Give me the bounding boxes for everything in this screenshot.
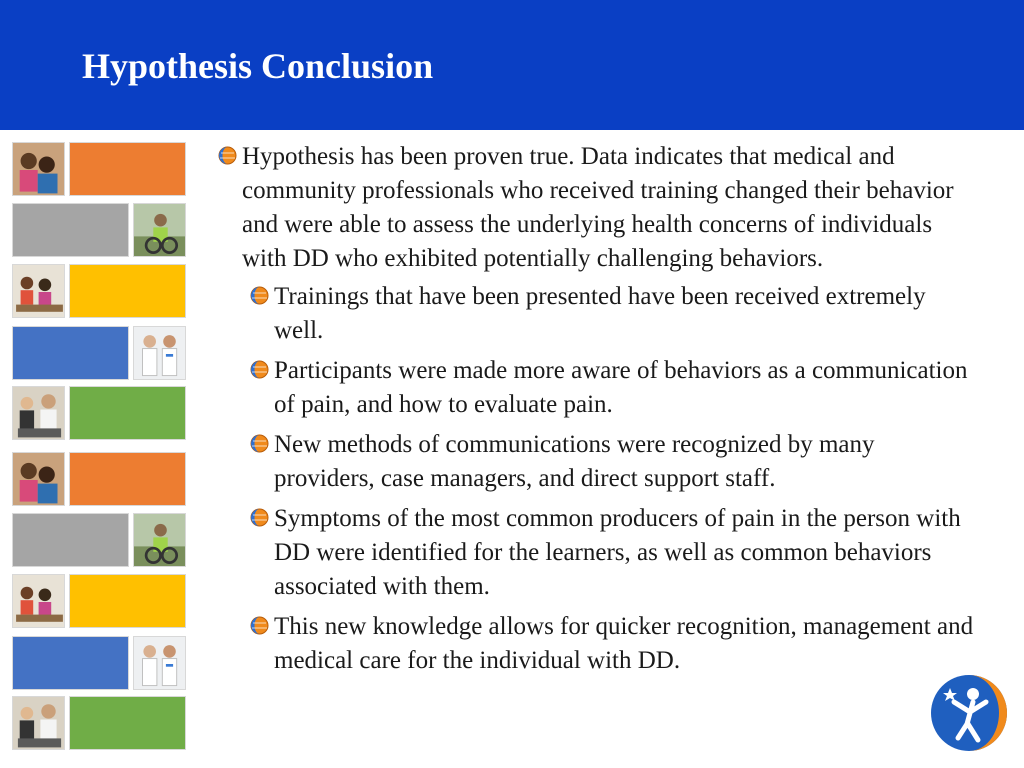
photo-outdoor-wheelchair-icon: [133, 513, 186, 567]
color-tile-green: [69, 696, 186, 750]
color-tile-blue: [12, 636, 129, 690]
bullet-item: [218, 140, 978, 276]
sub-bullet-item: [250, 502, 978, 604]
color-tile-green: [69, 386, 186, 440]
slide-title: Hypothesis Conclusion: [82, 46, 434, 86]
photo-outdoor-wheelchair-icon: [133, 203, 186, 257]
photo-medical-staff-icon: [133, 326, 186, 380]
photo-women-icon: [12, 142, 65, 196]
globe-bullet-icon: [250, 434, 269, 453]
bullet-text: New methods of communications were recognized by many providers, case managers, and direct support staff.: [274, 431, 875, 492]
bullet-text: Hypothesis has been proven true. Data indicates that medical and community professionals who received training changed their behavior and were able to assess the underlying health concerns of individuals with DD who exhibited potentially challenging behaviors.: [242, 143, 954, 272]
bullet-text: Participants were made more aware of behaviors as a communication of pain, and how to evaluate pain.: [274, 357, 968, 418]
slide-body: [218, 140, 978, 684]
globe-bullet-icon: [250, 616, 269, 635]
bullet-text: This new knowledge allows for quicker recognition, management and medical care for the individual with DD.: [274, 613, 974, 674]
bullet-text: Trainings that have been presented have been received extremely well.: [274, 283, 926, 344]
photo-children-icon: [12, 264, 65, 318]
color-tile-yellow: [69, 574, 186, 628]
color-tile-orange: [69, 452, 186, 506]
color-tile-blue: [12, 326, 129, 380]
color-tile-orange: [69, 142, 186, 196]
title-bar: [0, 0, 1024, 130]
color-tile-gray: [12, 513, 129, 567]
photo-women-icon: [12, 452, 65, 506]
color-tile-yellow: [69, 264, 186, 318]
globe-bullet-icon: [250, 508, 269, 527]
photo-family-icon: [12, 386, 65, 440]
globe-bullet-icon: [218, 146, 237, 165]
sub-bullet-item: [250, 280, 978, 348]
globe-bullet-icon: [250, 360, 269, 379]
organization-logo-icon: [928, 672, 1010, 754]
sub-bullet-item: [250, 610, 978, 678]
globe-bullet-icon: [250, 286, 269, 305]
photo-family-icon: [12, 696, 65, 750]
photo-children-icon: [12, 574, 65, 628]
sub-bullet-item: [250, 428, 978, 496]
photo-medical-staff-icon: [133, 636, 186, 690]
sub-bullet-item: [250, 354, 978, 422]
bullet-text: Symptoms of the most common producers of pain in the person with DD were identified for the learners, as well as common behaviors associated with them.: [274, 505, 961, 600]
color-tile-gray: [12, 203, 129, 257]
